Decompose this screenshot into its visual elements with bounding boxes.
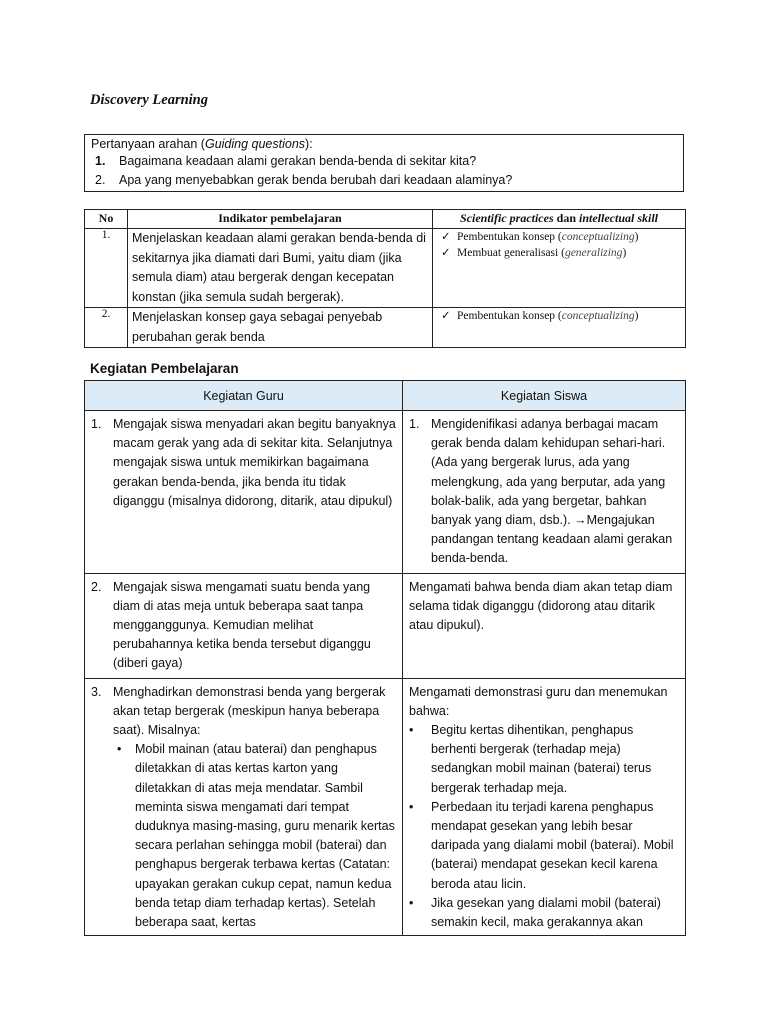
skill-item — [437, 229, 681, 245]
skills-cell — [433, 308, 686, 348]
skill-term: generalizing — [564, 247, 623, 259]
siswa-cell — [403, 573, 686, 678]
header-sp-part1: Scientific practices — [459, 211, 554, 225]
header-scientific-practices — [433, 210, 686, 229]
skill-end: ) — [622, 247, 627, 259]
item-number: 3. — [91, 684, 102, 699]
guru-text: Mengajak siswa menyadari akan begitu banyaknya macam gerak yang ada di sekitar kita. Selanjutnya mengajak siswa untuk memikirkan bagaimana gerakan benda-benda, jika benda itu tidak diganggu (misalnya didorong, ditarik, atau dipukul) — [113, 417, 396, 508]
skill-end: ) — [634, 310, 639, 322]
skill-term: conceptualizing — [561, 231, 635, 243]
guru-cell — [85, 573, 403, 678]
bullet-icon: • — [409, 799, 414, 814]
guiding-heading-prefix: Pertanyaan arahan ( — [91, 137, 205, 151]
guru-item — [91, 578, 396, 674]
siswa-clip — [409, 683, 679, 931]
guru-item — [91, 683, 396, 741]
skill-item — [437, 245, 681, 261]
indicator-text: Menjelaskan konsep gaya sebagai penyebab perubahan gerak benda — [132, 310, 383, 344]
guiding-question-1 — [95, 154, 476, 168]
siswa-bullet-text: Perbedaan itu terjadi karena penghapus mendapat gesekan yang lebih besar daripada yang dialami mobil (baterai). Mobil (baterai) mendapat gesekan kecil karena beroda atau licin. — [431, 799, 674, 891]
header-kegiatan-siswa: Kegiatan Siswa — [403, 381, 686, 411]
guru-bullet-item — [111, 740, 396, 930]
header-indicator: Indikator pembelajaran — [128, 210, 433, 229]
siswa-cell — [403, 411, 686, 574]
header-no: No — [85, 210, 128, 229]
siswa-bullet-text: Jika gesekan yang dialami mobil (baterai) semakin kecil, maka gerakannya akan — [431, 895, 661, 930]
guru-bullet-text: Mobil mainan (atau baterai) dan penghapus diletakkan di atas kertas karton yang diletakkan di atas meja mendatar. Sambil meminta siswa mengamati dari tempat duduknya masing-masing, guru menarik kertas secara perlahan sehingga mobil (baterai) dan penghapus bergerak terbawa kertas (Catatan: upayakan gerakan cukup cepat, namun kedua benda tetap diam terhadap kertas). Setelah beberapa saat, kertas — [135, 742, 395, 930]
indicator-row-1 — [85, 229, 686, 308]
bullet-icon: • — [409, 723, 414, 738]
activities-row-2 — [85, 573, 686, 678]
bullet-icon: • — [117, 742, 122, 757]
guru-item — [91, 415, 396, 511]
indicator-number: 2. — [85, 308, 128, 348]
siswa-item — [409, 415, 679, 569]
siswa-text: Mengidenifikasi adanya berbagai macam gerak benda dalam kehidupan sehari-hari. (Ada yang bergerak lurus, ada yang melengkung, ada yang berputar, ada yang bolak-balik, ada yang bergetar, bahkan banyak yang diam, dsb.). →Mengajukan pandangan tentang keadaan alami gerakan benda-benda. — [431, 417, 673, 566]
guiding-question-text: Bagaimana keadaan alami gerakan benda-benda di sekitar kita? — [119, 154, 477, 168]
skills-cell — [433, 229, 686, 308]
checkmark-icon: ✓ — [441, 247, 451, 259]
indicator-text: Menjelaskan keadaan alami gerakan benda-benda di sekitarnya jika diamati dari Bumi, yaitu diam (jika semula diam) atau bergerak dengan kecepatan konstan (jika semula sudah bergerak). — [132, 231, 426, 304]
guiding-question-number: 2. — [95, 173, 106, 187]
header-kegiatan-guru: Kegiatan Guru — [85, 381, 403, 411]
siswa-intro: Mengamati demonstrasi guru dan menemukan bahwa: — [409, 684, 668, 718]
indicator-cell — [128, 229, 433, 308]
section-title: Kegiatan Pembelajaran — [90, 361, 239, 376]
activities-row-1 — [85, 411, 686, 574]
siswa-bullet-item — [409, 798, 679, 894]
skill-item — [437, 308, 681, 324]
skill-term: conceptualizing — [561, 310, 635, 322]
siswa-bullet-item — [409, 721, 679, 798]
item-number: 1. — [91, 417, 102, 431]
header-sp-mid: dan — [553, 211, 579, 225]
activities-header-row — [85, 381, 686, 411]
guiding-heading-suffix: ): — [305, 137, 313, 151]
guru-text: Menghadirkan demonstrasi benda yang bergerak akan tetap bergerak (meskipun hanya beberapa saat). Misalnya: — [113, 684, 386, 738]
siswa-bullet-item — [409, 894, 679, 931]
skill-label: Membuat generalisasi ( — [457, 247, 565, 259]
guru-cell — [85, 678, 403, 935]
guru-text: Mengajak siswa mengamati suatu benda yang diam di atas meja untuk beberapa saat tanpa mengganggunya. Kemudian melihat perubahannya ketika benda tersebut diganggu (diberi gaya) — [113, 579, 371, 671]
siswa-cell — [403, 678, 686, 935]
indicator-header-row — [85, 210, 686, 229]
item-number: 1. — [409, 417, 420, 431]
indicator-number: 1. — [85, 229, 128, 308]
header-sp-part2: intellectual skill — [579, 211, 659, 225]
checkmark-icon: ✓ — [441, 231, 451, 243]
guiding-question-number: 1. — [95, 154, 106, 168]
guiding-questions-box — [84, 134, 684, 192]
skill-end: ) — [634, 231, 639, 243]
siswa-text: Mengamati bahwa benda diam akan tetap diam selama tidak diganggu (didorong atau ditarik atau dipukul). — [409, 579, 673, 633]
indicator-row-2 — [85, 308, 686, 348]
guiding-question-text: Apa yang menyebabkan gerak benda berubah dari keadaan alaminya? — [119, 173, 513, 187]
checkmark-icon: ✓ — [441, 310, 451, 322]
skill-label: Pembentukan konsep ( — [457, 310, 562, 322]
document-title: Discovery Learning — [90, 92, 208, 108]
guru-clip — [91, 683, 396, 931]
indicator-cell — [128, 308, 433, 348]
activities-row-3 — [85, 678, 686, 935]
guiding-heading-italic: Guiding questions — [204, 137, 306, 151]
bullet-icon: • — [409, 895, 414, 910]
item-number: 2. — [91, 579, 102, 594]
siswa-bullet-text: Begitu kertas dihentikan, penghapus berhenti bergerak (terhadap meja) sedangkan mobil mainan (baterai) terus bergerak terhadap meja. — [431, 723, 652, 795]
skill-label: Pembentukan konsep ( — [457, 231, 562, 243]
activities-table — [84, 380, 686, 936]
indicator-table — [84, 209, 686, 348]
guru-cell — [85, 411, 403, 574]
guiding-questions-heading — [91, 137, 313, 151]
guiding-question-2 — [95, 173, 512, 187]
